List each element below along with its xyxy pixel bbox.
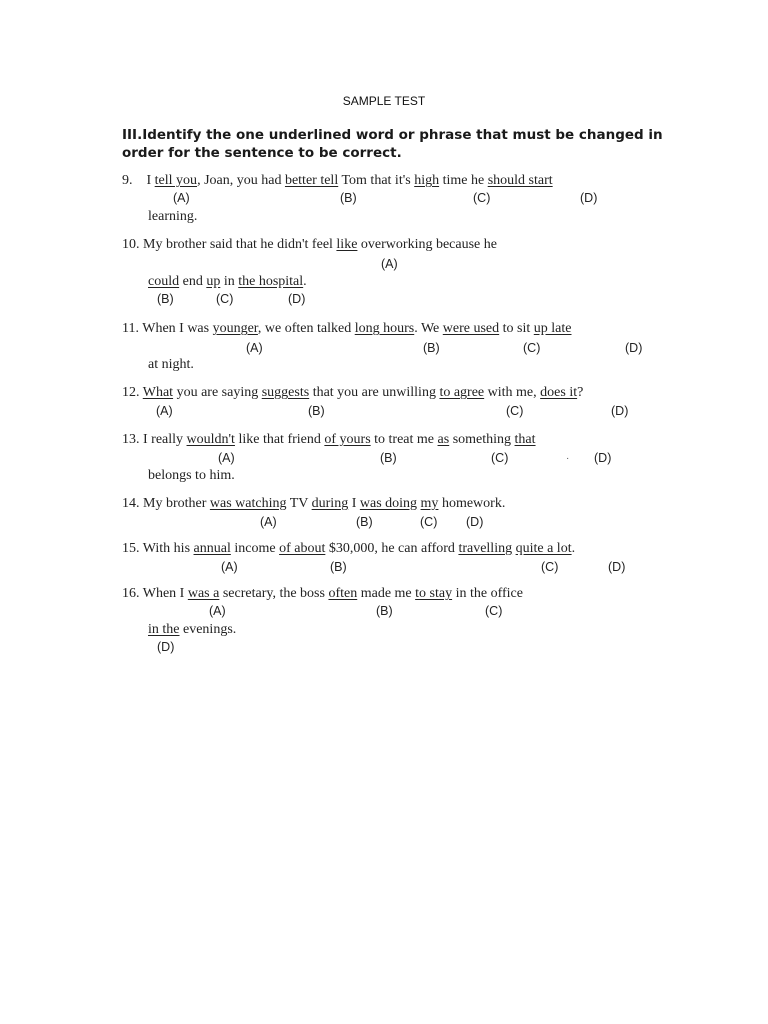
question-line	[148, 468, 235, 484]
sentence-text: , Joan, you had	[197, 173, 285, 188]
answer-label: (D)	[611, 404, 629, 418]
sentence-text: Tom that it's	[338, 173, 415, 188]
question-line	[122, 432, 536, 448]
sentence-text: to sit	[499, 321, 534, 336]
answer-label: (C)	[523, 341, 541, 355]
underlined-option: younger	[212, 321, 258, 336]
sentence-text: evenings.	[179, 622, 237, 637]
answer-label: (A)	[156, 404, 173, 418]
answer-label: (A)	[260, 515, 277, 529]
sentence-text: at night.	[148, 357, 194, 372]
underlined-option: wouldn't	[186, 432, 235, 447]
underlined-option: as	[437, 432, 450, 447]
underlined-option: of yours	[324, 432, 371, 447]
sentence-text: made me	[357, 586, 416, 601]
sentence-text: like that friend	[234, 432, 325, 447]
underlined-option: tell you	[154, 173, 198, 188]
sentence-text: in the office	[452, 586, 523, 601]
underlined-option: suggests	[261, 385, 310, 400]
underlined-option: often	[328, 586, 358, 601]
answer-label: (B)	[423, 341, 440, 355]
underlined-option: up	[206, 274, 221, 289]
sentence-text: 13. I really	[122, 432, 187, 447]
underlined-option: my	[420, 496, 439, 511]
underlined-option: was doing	[359, 496, 418, 511]
underlined-option: long hours	[354, 321, 415, 336]
underlined-option: was watching	[209, 496, 287, 511]
answer-label: (D)	[594, 451, 612, 465]
answer-label: (A)	[173, 191, 190, 205]
underlined-option: What	[142, 385, 174, 400]
answer-label: (C)	[491, 451, 509, 465]
sentence-text: TV	[286, 496, 312, 511]
question-line	[122, 586, 523, 602]
question-line	[148, 357, 194, 373]
sentence-text: time he	[439, 173, 488, 188]
stray-mark: ·	[566, 453, 570, 464]
page-title: SAMPLE TEST	[342, 94, 426, 108]
underlined-option: were used	[442, 321, 500, 336]
sentence-text: 10. My brother said that he didn't feel	[122, 237, 337, 252]
answer-label: (A)	[218, 451, 235, 465]
sentence-text: in	[220, 274, 239, 289]
sentence-text: .	[303, 274, 307, 289]
instructions: III.Identify the one underlined word or phrase that must be changed in order for the sentence to be correct.	[122, 127, 663, 161]
answer-label: (B)	[308, 404, 325, 418]
sentence-text: you are saying	[173, 385, 262, 400]
answer-label: (A)	[209, 604, 226, 618]
answer-label: (B)	[356, 515, 373, 529]
question-line	[122, 321, 572, 337]
underlined-option: to stay	[415, 586, 453, 601]
question-line	[122, 496, 505, 512]
sentence-text: 16. When I	[122, 586, 188, 601]
answer-label: (C)	[216, 292, 234, 306]
underlined-option: could	[148, 274, 180, 289]
question-line	[122, 541, 575, 557]
sentence-text: 14. My brother	[122, 496, 210, 511]
sentence-text: I	[348, 496, 360, 511]
underlined-option: high	[414, 173, 440, 188]
underlined-option: during	[311, 496, 349, 511]
answer-label: (B)	[157, 292, 174, 306]
sentence-text: 15. With his	[122, 541, 194, 556]
underlined-option: like	[336, 237, 358, 252]
underlined-option: quite a lot	[515, 541, 572, 556]
sentence-text: 11. When I was	[122, 321, 213, 336]
question-line	[148, 209, 197, 225]
sentence-text: homework.	[438, 496, 506, 511]
question-line	[122, 237, 497, 253]
answer-label: (D)	[580, 191, 598, 205]
question-line	[122, 385, 583, 401]
sentence-text: . We	[414, 321, 443, 336]
answer-label: (D)	[466, 515, 484, 529]
underlined-option: that	[514, 432, 536, 447]
sentence-text: overworking because he	[357, 237, 497, 252]
sentence-text: learning.	[148, 209, 198, 224]
sentence-text: belongs to him.	[148, 468, 235, 483]
sentence-text: end	[179, 274, 207, 289]
sentence-text: secretary, the boss	[219, 586, 329, 601]
sentence-text: 9. I	[122, 173, 155, 188]
sentence-text: , we often talked	[257, 321, 355, 336]
answer-label: (A)	[381, 257, 398, 271]
underlined-option: up late	[533, 321, 572, 336]
sentence-text: ?	[577, 385, 584, 400]
answer-label: (B)	[376, 604, 393, 618]
answer-label: (D)	[288, 292, 306, 306]
sentence-text: that you are unwilling	[309, 385, 440, 400]
answer-label: (C)	[506, 404, 524, 418]
question-line	[122, 173, 553, 189]
underlined-option: annual	[193, 541, 231, 556]
underlined-option: does it	[540, 385, 578, 400]
answer-label: (A)	[246, 341, 263, 355]
question-line	[148, 622, 236, 638]
sentence-text: to treat me	[370, 432, 438, 447]
answer-label: (B)	[330, 560, 347, 574]
underlined-option: travelling	[458, 541, 513, 556]
answer-label: (B)	[380, 451, 397, 465]
answer-label: (D)	[608, 560, 626, 574]
sentence-text: 12.	[122, 385, 143, 400]
question-line	[148, 274, 307, 290]
answer-label: (D)	[157, 640, 175, 654]
underlined-option: to agree	[439, 385, 485, 400]
answer-label: (A)	[221, 560, 238, 574]
answer-label: (B)	[340, 191, 357, 205]
answer-label: (C)	[485, 604, 503, 618]
sentence-text: .	[571, 541, 576, 556]
underlined-option: in the	[148, 622, 180, 637]
answer-label: (C)	[420, 515, 438, 529]
sentence-text: income	[230, 541, 280, 556]
underlined-option: should start	[487, 173, 553, 188]
answer-label: (D)	[625, 341, 643, 355]
sentence-text: something	[449, 432, 515, 447]
sentence-text: with me,	[484, 385, 541, 400]
underlined-option: the hospital	[238, 274, 304, 289]
answer-label: (C)	[541, 560, 559, 574]
underlined-option: of about	[279, 541, 326, 556]
underlined-option: was a	[187, 586, 220, 601]
answer-label: (C)	[473, 191, 491, 205]
sentence-text: $30,000, he can afford	[325, 541, 459, 556]
underlined-option: better tell	[284, 173, 339, 188]
